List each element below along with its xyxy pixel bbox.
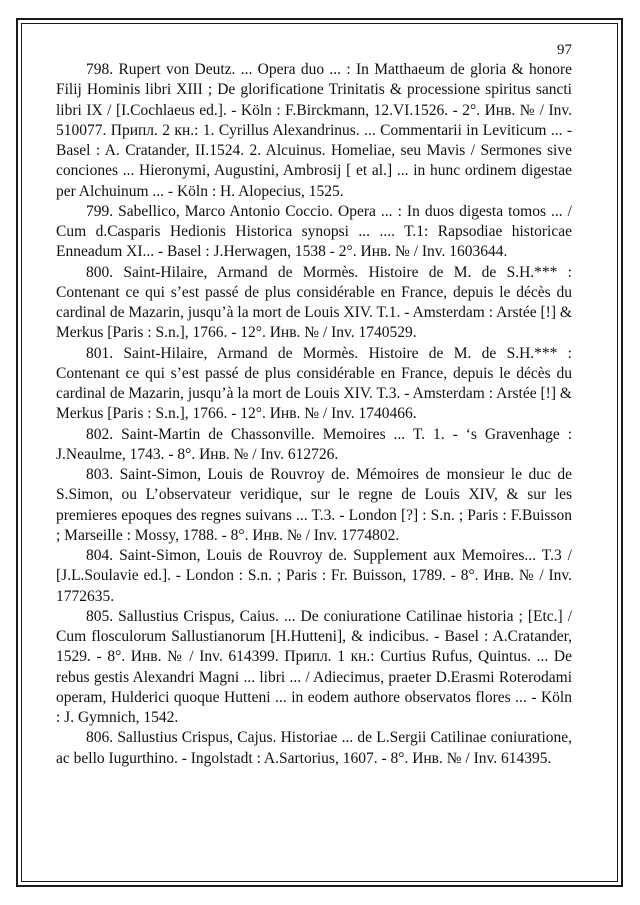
catalog-entry-802: 802. Saint-Martin de Chassonville. Memoires ... T. 1. - ‘s Gravenhage : J.Neaulme, 1743. - 8°. Инв. № / Inv. 612726. <box>56 425 572 463</box>
catalog-entry-804: 804. Saint-Simon, Louis de Rouvroy de. Supplement aux Memoires... T.3 / [J.L.Soulavie ed.]. - London : S.n. ; Paris : Fr. Buisson, 1789. - 8°. Инв. № / Inv. 1772635. <box>56 547 572 605</box>
catalog-entry-805: 805. Sallustius Crispus, Caius. ... De coniuratione Catilinae historia ; [Etc.] / Cum flosculorum Sallustianorum [H.Hutteni], & indicibus. - Basel : A.Cratander, 1529. - 8°. Инв. № / Inv. 614399. Припл. 1 кн.: Curtius Rufus, Quintus. ... De rebus gestis Alexandri Magni ... libri ... / Adiecimus, praeter D.Erasmi Roterodami operam, Hulderici quoque Hutteni ... in eodem authore observatos flores ... - Köln : J. Gymnich, 1542. <box>56 607 572 726</box>
catalog-entry-800: 800. Saint-Hilaire, Armand de Mormès. Histoire de M. de S.H.*** : Contenant ce qui s’est passé de plus considérable en France, depuis le décès du cardinal de Mazarin, jusqu’à la mort de Louis XIV. T.1. - Amsterdam : Arstée [!] & Merkus [Paris : S.n.], 1766. - 12°. Инв. № / Inv. 1740529. <box>56 263 572 342</box>
catalog-entry-806: 806. Sallustius Crispus, Cajus. Historiae ... de L.Sergii Catilinae coniuratione, ac bello Iugurthino. - Ingolstadt : A.Sartorius, 1607. - 8°. Инв. № / Inv. 614395. <box>56 729 572 767</box>
page-content <box>56 40 572 769</box>
catalog-entries <box>56 60 572 769</box>
catalog-entry-803: 803. Saint-Simon, Louis de Rouvroy de. Mémoires de monsieur le duc de S.Simon, ou L’observateur veridique, sur le regne de Louis XIV, & sur les premieres epoques des regnes suivans ... T.3. - London [?] : S.n. ; Paris : F.Buisson ; Marseille : Mossy, 1788. - 8°. Инв. № / Inv. 1774802. <box>56 466 572 544</box>
catalog-entry-801: 801. Saint-Hilaire, Armand de Mormès. Histoire de M. de S.H.*** : Contenant ce qui s’est passé de plus considérable en France, depuis le décès du cardinal de Mazarin, jusqu’à la mort de Louis XIV. T.3. - Amsterdam : Arstée [!] & Merkus [Paris : S.n.], 1766. - 12°. Инв. № / Inv. 1740466. <box>56 344 572 423</box>
catalog-entry-799: 799. Sabellico, Marco Antonio Coccio. Opera ... : In duos digesta tomos ... / Cum d.Casparis Hedionis Historica synopsi ... .... T.1: Rapsodiae historicae Enneadum XI... - Basel : J.Herwagen, 1538 - 2°. Инв. № / Inv. 1603644. <box>56 202 572 261</box>
catalog-entry-798: 798. Rupert von Deutz. ... Opera duo ... : In Matthaeum de gloria & honore Filij Hominis libri XIII ; De glorificatione Trinitatis & processione spiritus sancti libri IX / [I.Cochlaeus ed.]. - Köln : F.Birckmann, 12.VI.1526. - 2°. Инв. № / Inv. 510077. Припл. 2 кн.: 1. Cyrillus Alexandrinus. ... Commentarii in Leviticum ... - Basel : A. Cratander, II.1524. 2. Alcuinus. Homeliae, seu Mavis / Sermones sive conciones ... Hieronymi, Augustini, Ambrosij [ et al.] ... in hunc ordinem digestae per Alchuinum ... - Köln : H. Alopecius, 1525. <box>56 61 572 200</box>
page-number: 97 <box>557 42 572 58</box>
